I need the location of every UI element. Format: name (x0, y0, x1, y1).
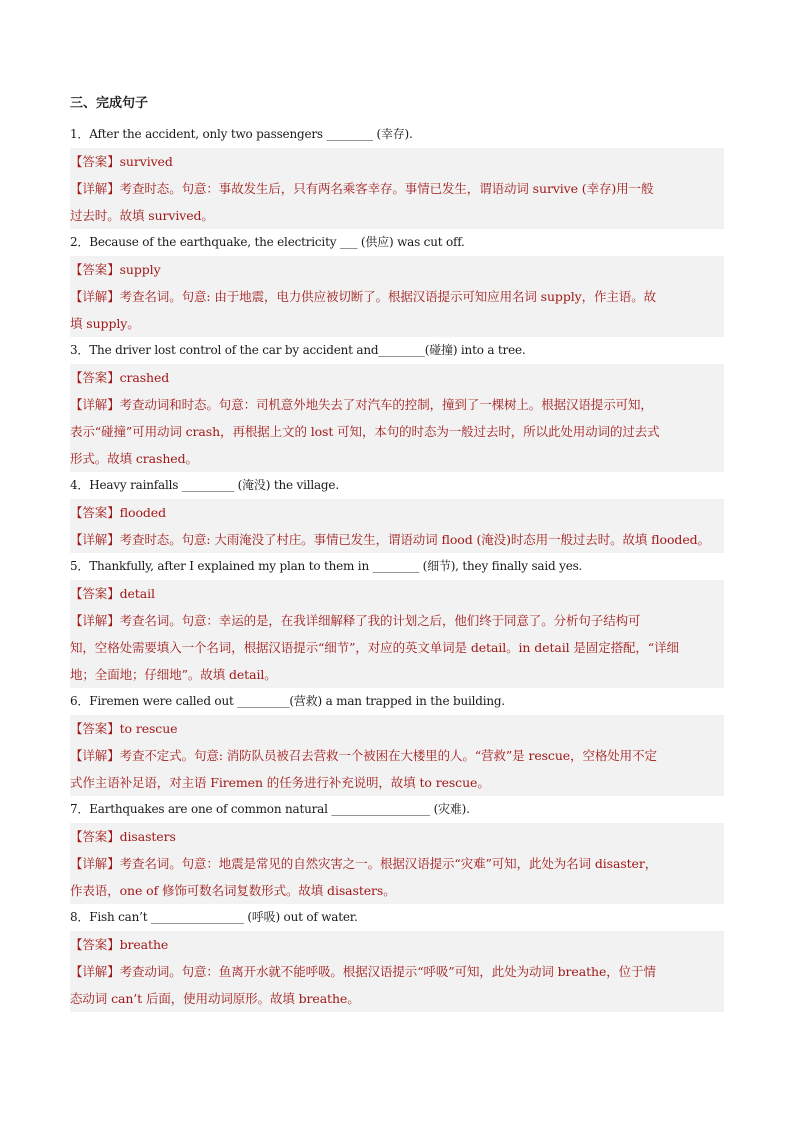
question-2: 2．Because of the earthquake, the electricity ___ (供应) was cut off. (70, 235, 465, 249)
answer-box-2 (70, 256, 724, 337)
answer-line: 【答案】survived (70, 154, 173, 169)
answer-box-4 (70, 499, 724, 553)
answer-line: 【答案】flooded (70, 505, 166, 520)
question-5: 5．Thankfully, after I explained my plan to them in ________ (细节), they finally said yes. (70, 559, 583, 573)
content (70, 94, 724, 1012)
section-title: 三、完成句子 (70, 96, 149, 111)
detail-line: 【详解】考查名词。句意: 由于地震，电力供应被切断了。根据汉语提示可知应用名词 supply，作主语。故 (70, 289, 656, 304)
answer-box-1 (70, 148, 724, 229)
answer-line: 【答案】to rescue (70, 721, 178, 736)
detail-line: 【详解】考查不定式。句意: 消防队员被召去营救一个被困在大楼里的人。“营救”是 rescue，空格处用不定 (70, 748, 657, 763)
answer-box-7 (70, 823, 724, 904)
detail-line: 形式。故填 crashed。 (70, 451, 198, 466)
question-1: 1．After the accident, only two passengers ________ (幸存). (70, 127, 413, 141)
detail-line: 表示“碰撞”可用动词 crash，再根据上文的 lost 可知，本句的时态为一般过去时，所以此处用动词的过去式 (70, 424, 660, 439)
question-7: 7．Earthquakes are one of common natural _________________ (灾难). (70, 802, 470, 816)
detail-line: 【详解】考查时态。句意: 大雨淹没了村庄。事情已发生，谓语动词 flood (淹没)时态用一般过去时。故填 flooded。 (70, 532, 710, 547)
answer-line: 【答案】supply (70, 262, 161, 277)
answer-line: 【答案】detail (70, 586, 155, 601)
answer-line: 【答案】crashed (70, 370, 170, 385)
detail-line: 过去时。故填 survived。 (70, 208, 214, 223)
answer-box-3 (70, 364, 724, 472)
answer-box-6 (70, 715, 724, 796)
detail-line: 知，空格处需要填入一个名词，根据汉语提示“细节”，对应的英文单词是 detail。in detail 是固定搭配，“详细 (70, 640, 679, 655)
detail-line: 【详解】考查动词和时态。句意：司机意外地失去了对汽车的控制，撞到了一棵树上。根据汉语提示可知， (70, 397, 653, 412)
detail-line: 地；全面地；仔细地”。故填 detail。 (70, 667, 277, 682)
answer-box-5 (70, 580, 724, 688)
question-4: 4．Heavy rainfalls _________ (淹没) the village. (70, 478, 339, 492)
detail-line: 【详解】考查动词。句意：鱼离开水就不能呼吸。根据汉语提示“呼吸”可知，此处为动词 breathe，位于情 (70, 964, 656, 979)
question-3: 3．The driver lost control of the car by accident and________(碰撞) into a tree. (70, 343, 526, 357)
detail-line: 式作主语补足语，对主语 Firemen 的任务进行补充说明，故填 to rescue。 (70, 775, 490, 790)
question-8: 8．Fish can’t ________________ (呼吸) out of water. (70, 910, 358, 924)
question-6: 6．Firemen were called out _________(营救) a man trapped in the building. (70, 694, 505, 708)
answer-box-8 (70, 931, 724, 1012)
detail-line: 【详解】考查名词。句意：幸运的是，在我详细解释了我的计划之后，他们终于同意了。分析句子结构可 (70, 613, 641, 628)
detail-line: 作表语，one of 修饰可数名词复数形式。故填 disasters。 (70, 883, 396, 898)
answer-line: 【答案】breathe (70, 937, 169, 952)
detail-line: 【详解】考查名词。句意：地震是常见的自然灾害之一。根据汉语提示“灾难”可知，此处为名词 disaster， (70, 856, 658, 871)
detail-line: 态动词 can’t 后面，使用动词原形。故填 breathe。 (70, 991, 360, 1006)
detail-line: 填 supply。 (70, 316, 140, 331)
detail-line: 【详解】考查时态。句意：事故发生后，只有两名乘客幸存。事情已发生，谓语动词 survive (幸存)用一般 (70, 181, 654, 196)
answer-line: 【答案】disasters (70, 829, 176, 844)
